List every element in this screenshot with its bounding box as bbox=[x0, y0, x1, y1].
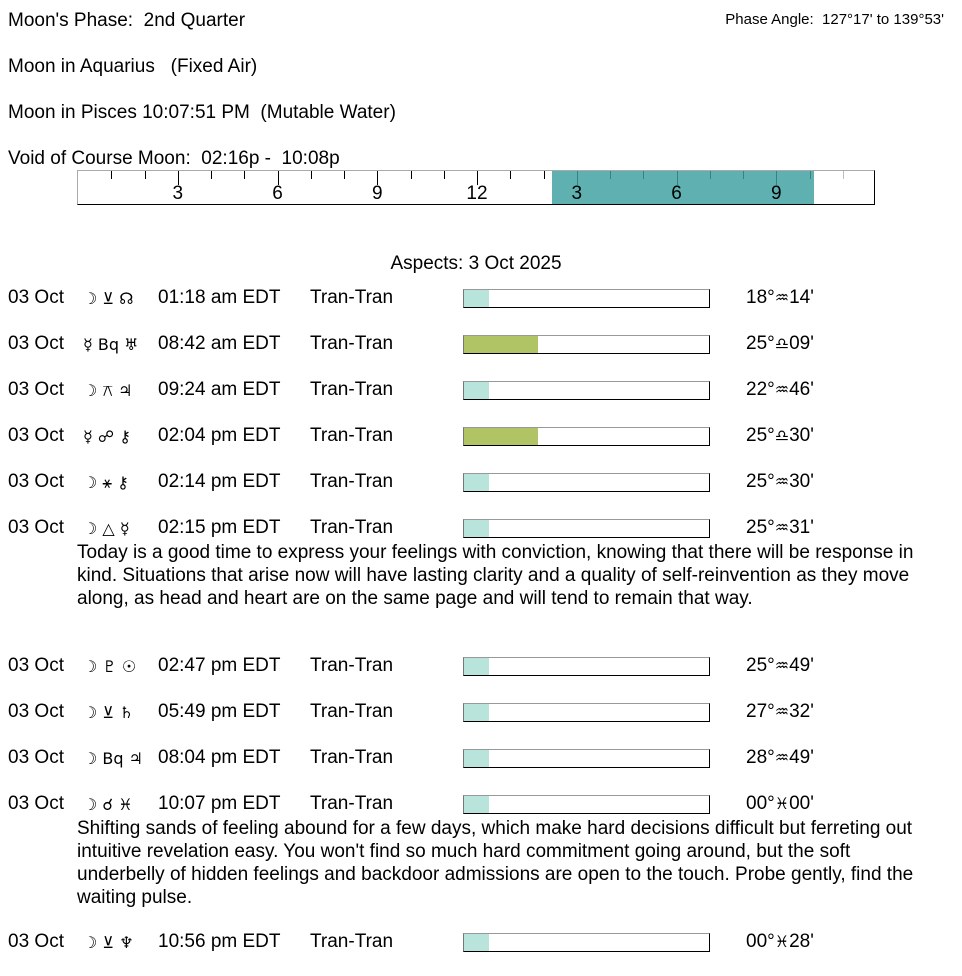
aspect-glyphs-icon: ☿ Bq ♅ bbox=[83, 335, 139, 354]
position-degree: 25° bbox=[746, 655, 775, 676]
position-degree: 25° bbox=[746, 425, 775, 446]
timeline-tick bbox=[344, 171, 345, 179]
aspect-position bbox=[746, 931, 814, 953]
aspect-glyphs-icon: ☽ ⊻ ☊ bbox=[83, 289, 134, 308]
position-minute: 30' bbox=[789, 425, 814, 446]
zodiac-sign-icon: ♎ bbox=[774, 334, 790, 353]
aspect-time: 05:49 pm EDT bbox=[158, 701, 281, 722]
aspect-strength-bar bbox=[463, 749, 710, 768]
aspect-strength-bar bbox=[463, 473, 710, 492]
aspect-strength-fill bbox=[464, 428, 538, 445]
aspect-glyphs-icon: ☽ ☌ ♓ bbox=[83, 795, 133, 814]
position-degree: 00° bbox=[746, 793, 775, 814]
zodiac-sign-icon: ♒ bbox=[774, 472, 790, 491]
aspect-position bbox=[746, 333, 814, 355]
moon-ingress: Moon in Pisces 10:07:51 PM (Mutable Water) bbox=[8, 102, 396, 123]
aspect-time: 02:47 pm EDT bbox=[158, 655, 281, 676]
aspect-strength-bar bbox=[463, 933, 710, 952]
aspect-interpretation: Today is a good time to express your feelings with conviction, knowing that there will be response in kind. Situations that arise now will have lasting clarity and a quality of self-reinvention as they move along, as head and heart are on the same page and will tend to remain that way. bbox=[77, 542, 914, 609]
aspect-kind: Tran-Tran bbox=[310, 701, 394, 722]
aspect-strength-fill bbox=[464, 750, 489, 767]
aspect-glyphs-icon: ☽ △ ☿ bbox=[83, 519, 130, 538]
aspect-row bbox=[8, 931, 948, 957]
zodiac-sign-icon: ♎ bbox=[774, 426, 790, 445]
aspect-interpretation: Shifting sands of feeling abound for a few days, which make hard decisions difficult but ferreting out intuitive revelation easy. You won't find so much hard commitment going around, but the soft underbelly of hidden feelings and backdoor admissions are open to the touch. Probe gently, find the waiting pulse. bbox=[77, 818, 914, 908]
aspect-strength-bar bbox=[463, 427, 710, 446]
aspect-glyphs-icon: ☽ ⚹ ⚷ bbox=[83, 473, 129, 492]
aspect-row bbox=[8, 701, 948, 727]
aspect-date: 03 Oct bbox=[8, 517, 64, 538]
aspect-time: 01:18 am EDT bbox=[158, 287, 281, 308]
aspect-strength-fill bbox=[464, 658, 489, 675]
aspect-position bbox=[746, 517, 814, 539]
aspect-strength-bar bbox=[463, 795, 710, 814]
zodiac-sign-icon: ♒ bbox=[774, 656, 790, 675]
timeline-label: 3 bbox=[172, 183, 184, 204]
position-minute: 00' bbox=[789, 793, 814, 814]
aspect-glyphs-icon: ☽ ⊻ ♆ bbox=[83, 933, 134, 952]
timeline-tick bbox=[743, 171, 744, 179]
position-minute: 09' bbox=[789, 333, 814, 354]
zodiac-sign-icon: ♒ bbox=[774, 748, 790, 767]
aspect-date: 03 Oct bbox=[8, 471, 64, 492]
aspect-time: 08:42 am EDT bbox=[158, 333, 281, 354]
timeline-tick bbox=[810, 171, 811, 179]
aspect-position bbox=[746, 425, 814, 447]
aspect-glyphs-icon: ☽ ♇ ☉ bbox=[83, 657, 137, 676]
position-minute: 14' bbox=[789, 287, 814, 308]
aspect-position bbox=[746, 655, 814, 677]
timeline-label: 6 bbox=[671, 183, 682, 204]
aspect-strength-fill bbox=[464, 290, 489, 307]
timeline-label: 9 bbox=[770, 183, 782, 204]
position-degree: 25° bbox=[746, 517, 775, 538]
aspect-strength-bar bbox=[463, 657, 710, 676]
timeline-tick bbox=[244, 171, 245, 179]
aspect-date: 03 Oct bbox=[8, 379, 64, 400]
timeline-tick bbox=[411, 171, 412, 179]
aspect-position bbox=[746, 287, 814, 309]
position-minute: 49' bbox=[789, 655, 814, 676]
timeline-tick bbox=[510, 171, 511, 179]
aspect-kind: Tran-Tran bbox=[310, 793, 394, 814]
aspect-strength-fill bbox=[464, 796, 489, 813]
zodiac-sign-icon: ♒ bbox=[774, 288, 790, 307]
aspect-glyphs-icon: ☽ ⊻ ♄ bbox=[83, 703, 134, 722]
timeline-label: 9 bbox=[371, 183, 383, 204]
zodiac-sign-icon: ♒ bbox=[774, 702, 790, 721]
timeline-label: 12 bbox=[466, 183, 488, 204]
timeline-tick bbox=[610, 171, 611, 179]
aspect-strength-bar bbox=[463, 703, 710, 722]
aspect-row bbox=[8, 793, 948, 819]
timeline-tick bbox=[311, 171, 312, 179]
position-minute: 28' bbox=[789, 931, 814, 952]
timeline-tick bbox=[710, 171, 711, 179]
aspect-row bbox=[8, 655, 948, 681]
aspect-strength-fill bbox=[464, 336, 538, 353]
aspect-date: 03 Oct bbox=[8, 287, 64, 308]
position-minute: 49' bbox=[789, 747, 814, 768]
position-degree: 18° bbox=[746, 287, 775, 308]
aspect-strength-fill bbox=[464, 934, 489, 951]
aspect-position bbox=[746, 793, 814, 815]
phase-angle: Phase Angle: 127°17' to 139°53' bbox=[725, 11, 944, 28]
moon-phase: Moon's Phase: 2nd Quarter bbox=[8, 10, 246, 31]
aspect-strength-bar bbox=[463, 289, 710, 308]
aspect-glyphs-icon: ☽ Bq ♃ bbox=[83, 749, 143, 768]
aspect-date: 03 Oct bbox=[8, 747, 64, 768]
void-of-course: Void of Course Moon: 02:16p - 10:08p bbox=[8, 148, 340, 169]
aspect-strength-fill bbox=[464, 382, 489, 399]
aspect-time: 02:14 pm EDT bbox=[158, 471, 281, 492]
aspect-date: 03 Oct bbox=[8, 333, 64, 354]
aspect-kind: Tran-Tran bbox=[310, 379, 394, 400]
timeline-tick bbox=[843, 171, 844, 179]
aspect-glyphs-icon: ☽ ⚻ ♃ bbox=[83, 381, 133, 400]
aspect-row bbox=[8, 747, 948, 773]
aspect-kind: Tran-Tran bbox=[310, 471, 394, 492]
aspect-strength-fill bbox=[464, 704, 489, 721]
aspect-strength-bar bbox=[463, 335, 710, 354]
aspect-kind: Tran-Tran bbox=[310, 517, 394, 538]
aspect-time: 10:07 pm EDT bbox=[158, 793, 281, 814]
timeline-tick bbox=[643, 171, 644, 179]
aspect-row bbox=[8, 517, 948, 543]
position-minute: 31' bbox=[789, 517, 814, 538]
timeline-tick bbox=[111, 171, 112, 179]
aspect-position bbox=[746, 747, 814, 769]
position-minute: 46' bbox=[789, 379, 814, 400]
void-timeline bbox=[77, 170, 875, 205]
aspect-strength-bar bbox=[463, 519, 710, 538]
position-degree: 27° bbox=[746, 701, 775, 722]
aspect-row bbox=[8, 425, 948, 451]
aspect-strength-bar bbox=[463, 381, 710, 400]
aspect-position bbox=[746, 379, 814, 401]
position-degree: 00° bbox=[746, 931, 775, 952]
timeline-tick bbox=[544, 171, 545, 179]
position-degree: 25° bbox=[746, 471, 775, 492]
aspect-row bbox=[8, 379, 948, 405]
moon-sign: Moon in Aquarius (Fixed Air) bbox=[8, 56, 258, 77]
aspect-row bbox=[8, 471, 948, 497]
aspect-kind: Tran-Tran bbox=[310, 931, 394, 952]
aspect-strength-fill bbox=[464, 520, 489, 537]
zodiac-sign-icon: ♓ bbox=[774, 794, 790, 813]
aspect-kind: Tran-Tran bbox=[310, 655, 394, 676]
position-degree: 25° bbox=[746, 333, 775, 354]
timeline-tick bbox=[444, 171, 445, 179]
aspect-date: 03 Oct bbox=[8, 425, 64, 446]
timeline-label: 6 bbox=[272, 183, 283, 204]
aspect-time: 08:04 pm EDT bbox=[158, 747, 281, 768]
timeline-tick bbox=[211, 171, 212, 179]
position-degree: 28° bbox=[746, 747, 775, 768]
aspect-row bbox=[8, 287, 948, 313]
aspect-position bbox=[746, 701, 814, 723]
aspect-date: 03 Oct bbox=[8, 793, 64, 814]
aspect-date: 03 Oct bbox=[8, 931, 64, 952]
zodiac-sign-icon: ♒ bbox=[774, 518, 790, 537]
aspect-strength-fill bbox=[464, 474, 489, 491]
aspect-time: 09:24 am EDT bbox=[158, 379, 281, 400]
aspect-kind: Tran-Tran bbox=[310, 333, 394, 354]
position-minute: 32' bbox=[789, 701, 814, 722]
aspects-title: Aspects: 3 Oct 2025 bbox=[390, 253, 562, 274]
timeline-label: 3 bbox=[571, 183, 583, 204]
zodiac-sign-icon: ♒ bbox=[774, 380, 790, 399]
aspect-time: 10:56 pm EDT bbox=[158, 931, 281, 952]
aspect-time: 02:15 pm EDT bbox=[158, 517, 281, 538]
aspect-time: 02:04 pm EDT bbox=[158, 425, 281, 446]
aspect-date: 03 Oct bbox=[8, 701, 64, 722]
aspect-glyphs-icon: ☿ ☍ ⚷ bbox=[83, 427, 131, 446]
aspect-row bbox=[8, 333, 948, 359]
aspect-kind: Tran-Tran bbox=[310, 287, 394, 308]
aspect-kind: Tran-Tran bbox=[310, 747, 394, 768]
position-degree: 22° bbox=[746, 379, 775, 400]
position-minute: 30' bbox=[789, 471, 814, 492]
aspect-position bbox=[746, 471, 814, 493]
zodiac-sign-icon: ♓ bbox=[774, 932, 790, 951]
aspect-kind: Tran-Tran bbox=[310, 425, 394, 446]
timeline-tick bbox=[145, 171, 146, 179]
aspect-date: 03 Oct bbox=[8, 655, 64, 676]
